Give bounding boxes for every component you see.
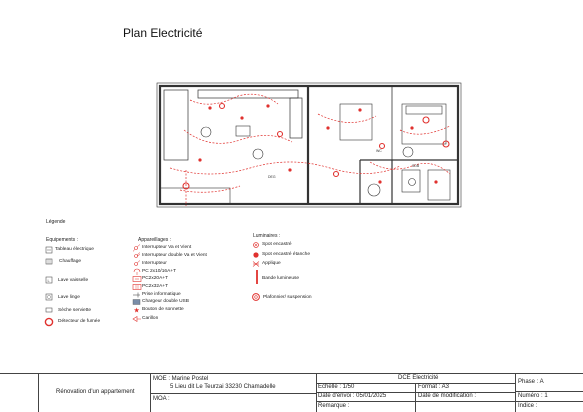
moa-label: MOA : bbox=[153, 396, 170, 402]
page-title: Plan Electricité bbox=[123, 26, 203, 40]
address: 5 Lieu dit Le Teurzai 33230 Chamadelle bbox=[170, 384, 276, 390]
modification-date: Date de modification : bbox=[418, 393, 477, 399]
remark: Remarque : bbox=[318, 403, 350, 409]
legend-app-item: Interrupteur bbox=[142, 261, 167, 266]
heater-icon bbox=[45, 258, 55, 266]
washing-machine-icon bbox=[45, 293, 55, 301]
floor-plan bbox=[150, 70, 470, 220]
chime-icon bbox=[132, 315, 142, 323]
waterproof-spot-icon bbox=[252, 251, 260, 259]
legend-app-item: Chargeur double USB bbox=[142, 299, 189, 304]
legend-lum-item: Applique bbox=[262, 261, 281, 266]
two-way-switch-icon bbox=[133, 244, 141, 252]
recessed-spot-icon bbox=[252, 241, 260, 249]
legend-lum-item: Spot encastré bbox=[262, 242, 292, 247]
ceiling-light-icon bbox=[251, 292, 261, 302]
legend-app-item: Carillon bbox=[142, 316, 159, 321]
phase: Phase : A bbox=[518, 379, 544, 385]
legend-equip-item: Sèche serviette bbox=[58, 308, 92, 313]
legend-app-item: PC 2x10/16A+T bbox=[142, 269, 176, 274]
send-date: Date d'envoi : 05/01/2025 bbox=[318, 393, 387, 399]
socket-32a-icon bbox=[132, 283, 142, 291]
legend-app-item: PC2x32A+T bbox=[142, 284, 168, 289]
project-name: Rénovation d'un appartement bbox=[56, 389, 135, 395]
legend-app-item: PC2x20A+T bbox=[142, 276, 168, 281]
legend-equip-item: Tableau électrique bbox=[55, 247, 94, 252]
led-strip-icon bbox=[254, 269, 260, 285]
legend-lum-item: Plafonnier/ suspension bbox=[263, 295, 312, 300]
index: Indice : bbox=[518, 403, 538, 409]
legend-equip-item: Lave linge bbox=[58, 295, 80, 300]
socket-20a-icon bbox=[132, 275, 142, 283]
format: Format : A3 bbox=[418, 384, 450, 390]
legend-app-item: Prise informatique bbox=[142, 292, 181, 297]
legend-equip-item: Lave vaisselle bbox=[58, 278, 89, 283]
legend-title: Légende bbox=[46, 219, 66, 225]
title-block bbox=[0, 373, 583, 412]
plan-label-wc: WC bbox=[376, 149, 382, 153]
legend-equipements-heading: Equipements : bbox=[46, 237, 78, 243]
electrical-panel-icon bbox=[45, 246, 55, 254]
towel-dryer-icon bbox=[45, 306, 55, 314]
drawing-name: DCE Electricité bbox=[398, 375, 439, 381]
dishwasher-icon bbox=[45, 276, 55, 284]
legend-lum-item: Bande lumineuse bbox=[262, 276, 300, 281]
legend-appareillages-heading: Appareillages : bbox=[138, 237, 172, 243]
wall-light-icon bbox=[252, 260, 260, 268]
switch-icon bbox=[133, 260, 141, 268]
legend-app-item: Bouton de sonnette bbox=[142, 307, 184, 312]
smoke-detector-icon bbox=[44, 317, 56, 329]
double-two-way-switch-icon bbox=[133, 252, 141, 260]
legend-lum-item: Spot encastré étanche bbox=[262, 252, 311, 257]
legend-luminaires-heading: Luminaires : bbox=[253, 233, 281, 239]
svg-text:L: L bbox=[47, 278, 50, 283]
plan-label-sdb: SDB bbox=[412, 164, 420, 168]
legend-app-item: Interrupteur double Va et Vient bbox=[142, 253, 207, 258]
legend-equip-item: Chauffage bbox=[59, 259, 82, 264]
doorbell-button-icon bbox=[133, 306, 141, 314]
svg-text:★: ★ bbox=[133, 307, 140, 314]
moe-name: MOE : Marine Postel bbox=[153, 376, 209, 382]
scale: Echelle : 1/50 bbox=[318, 384, 355, 390]
legend-equip-item: Détecteur de fumée bbox=[58, 319, 101, 324]
usb-charger-icon bbox=[132, 298, 142, 306]
plan-label-deg: DEG bbox=[268, 175, 276, 179]
number: Numéro : 1 bbox=[518, 393, 548, 399]
legend-app-item: Interrupteur Va et Vient bbox=[142, 245, 192, 250]
